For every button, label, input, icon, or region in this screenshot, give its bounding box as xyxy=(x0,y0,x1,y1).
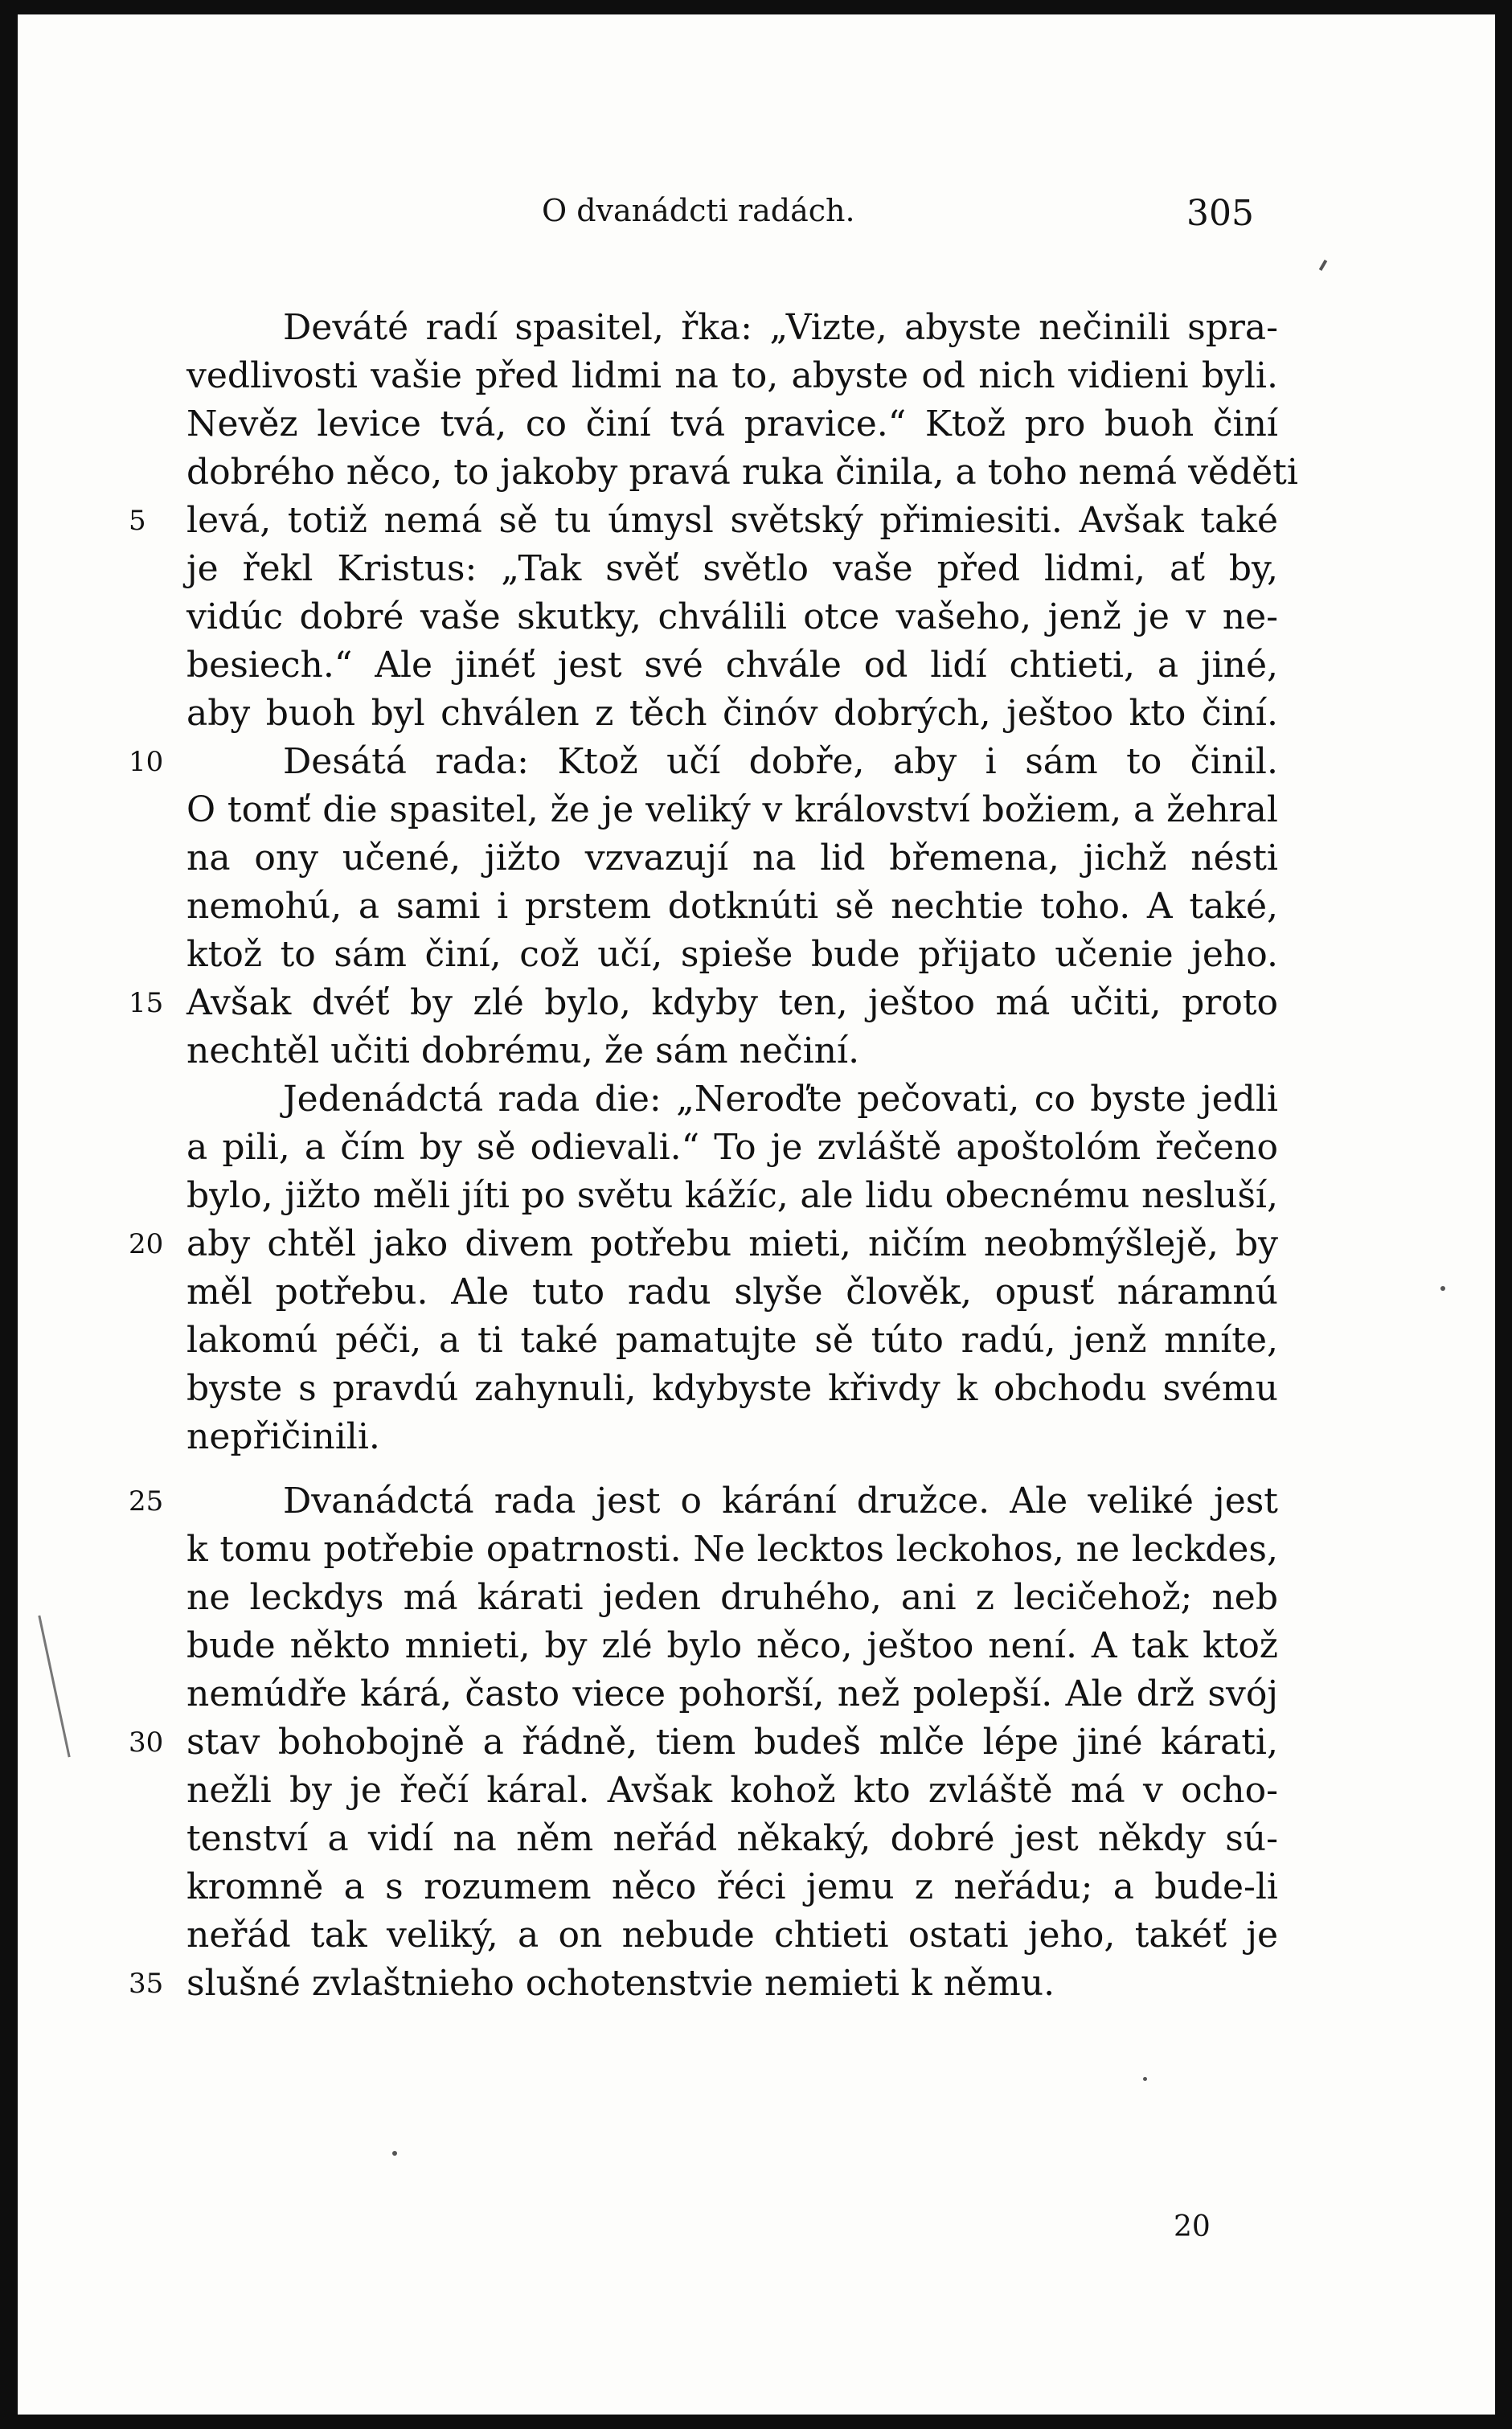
book-page xyxy=(18,14,1495,2415)
text-line: O tomť die spasitel, že je veliký v království božiem, a žehral xyxy=(186,789,1278,830)
line-number: 30 xyxy=(129,1727,164,1759)
text-line: Jedenádctá rada die: „Neroďte pečovati, co byste jedli xyxy=(283,1079,1278,1120)
line-number: 5 xyxy=(129,505,146,537)
text-line: nechtěl učiti dobrému, že sám nečiní. xyxy=(186,1030,860,1071)
text-line: ne leckdys má kárati jeden druhého, ani z lecičehož; neb xyxy=(186,1577,1278,1618)
paper-crease xyxy=(38,1616,70,1758)
text-line: tenství a vidí na něm neřád někaký, dobré jest někdy sú- xyxy=(186,1818,1278,1859)
text-line: kromně a s rozumem něco řéci jemu z neřádu; a bude-li xyxy=(186,1866,1278,1907)
text-line: nemohú, a sami i prstem dotknúti sě nechtie toho. A také, xyxy=(186,886,1278,927)
text-line: dobrého něco, to jakoby pravá ruka činila, a toho nemá věděti xyxy=(186,452,1298,493)
text-line: měl potřebu. Ale tuto radu slyše člověk, opusť náramnú xyxy=(186,1272,1278,1313)
text-line: je řekl Kristus: „Tak svěť světlo vaše před lidmi, ať by, xyxy=(186,548,1278,589)
page-number: 305 xyxy=(1186,193,1254,234)
text-line: bylo, jižto měli jíti po světu kážíc, ale lidu obecnému nesluší, xyxy=(186,1175,1278,1216)
text-line: Deváté radí spasitel, řka: „Vizte, abyste nečinili spra- xyxy=(283,307,1278,348)
text-line: slušné zvlaštnieho ochotenstvie nemieti k němu. xyxy=(186,1963,1055,2004)
text-line: byste s pravdú zahynuli, kdybyste křivdy k obchodu svému xyxy=(186,1368,1278,1409)
line-number: 20 xyxy=(129,1228,164,1260)
text-line: na ony učené, jižto vzvazují na lid břemena, jichž nésti xyxy=(186,838,1278,879)
paper-speck xyxy=(1143,2077,1147,2081)
text-line: vidúc dobré vaše skutky, chválili otce vašeho, jenž je v ne- xyxy=(186,596,1278,637)
text-line: nežli by je řečí káral. Avšak kohož kto zvláště má v ocho- xyxy=(186,1770,1278,1811)
text-line: ktož to sám činí, což učí, spieše bude přijato učenie jeho. xyxy=(186,934,1278,975)
text-line: bude někto mnieti, by zlé bylo něco, ještoo není. A tak ktož xyxy=(186,1625,1278,1666)
text-line: aby buoh byl chválen z těch činóv dobrých, ještoo kto činí. xyxy=(186,693,1278,734)
text-line: nemúdře kárá, často viece pohorší, než polepší. Ale drž svój xyxy=(186,1673,1278,1714)
text-line: Nevěz levice tvá, co činí tvá pravice.“ Ktož pro buoh činí xyxy=(186,403,1278,444)
text-line: a pili, a čím by sě odievali.“ To je zvláště apoštolóm řečeno xyxy=(186,1127,1278,1168)
text-line: neřád tak veliký, a on nebude chtieti ostati jeho, takéť je xyxy=(186,1915,1278,1956)
paper-speck xyxy=(1319,260,1327,271)
text-line: Dvanádctá rada jest o kárání družce. Ale veliké jest xyxy=(283,1481,1278,1522)
line-number: 15 xyxy=(129,987,164,1019)
text-line: Avšak dvéť by zlé bylo, kdyby ten, ještoo má učiti, proto xyxy=(186,982,1278,1023)
text-line: vedlivosti vašie před lidmi na to, abyste od nich vidieni byli. xyxy=(186,355,1278,396)
line-number: 25 xyxy=(129,1485,164,1518)
paper-speck xyxy=(392,2151,397,2156)
text-line: levá, totiž nemá sě tu úmysl světský přimiesiti. Avšak také xyxy=(186,500,1278,541)
text-line: lakomú péči, a ti také pamatujte sě túto radú, jenž mníte, xyxy=(186,1320,1278,1361)
signature-mark: 20 xyxy=(1174,2210,1211,2243)
running-head: O dvanádcti radách. xyxy=(542,193,855,228)
text-line: besiech.“ Ale jinéť jest své chvále od lidí chtieti, a jiné, xyxy=(186,645,1278,686)
text-line: Desátá rada: Ktož učí dobře, aby i sám to činil. xyxy=(283,741,1278,782)
line-number: 10 xyxy=(129,746,164,778)
line-number: 35 xyxy=(129,1968,164,2000)
text-line: stav bohobojně a řádně, tiem budeš mlče lépe jiné kárati, xyxy=(186,1722,1278,1763)
text-line: k tomu potřebie opatrnosti. Ne lecktos leckohos, ne leckdes, xyxy=(186,1529,1278,1570)
paper-speck xyxy=(1440,1286,1445,1291)
text-line: aby chtěl jako divem potřebu mieti, ničím neobmýšlejě, by xyxy=(186,1223,1278,1264)
text-line: nepřičinili. xyxy=(186,1416,380,1457)
